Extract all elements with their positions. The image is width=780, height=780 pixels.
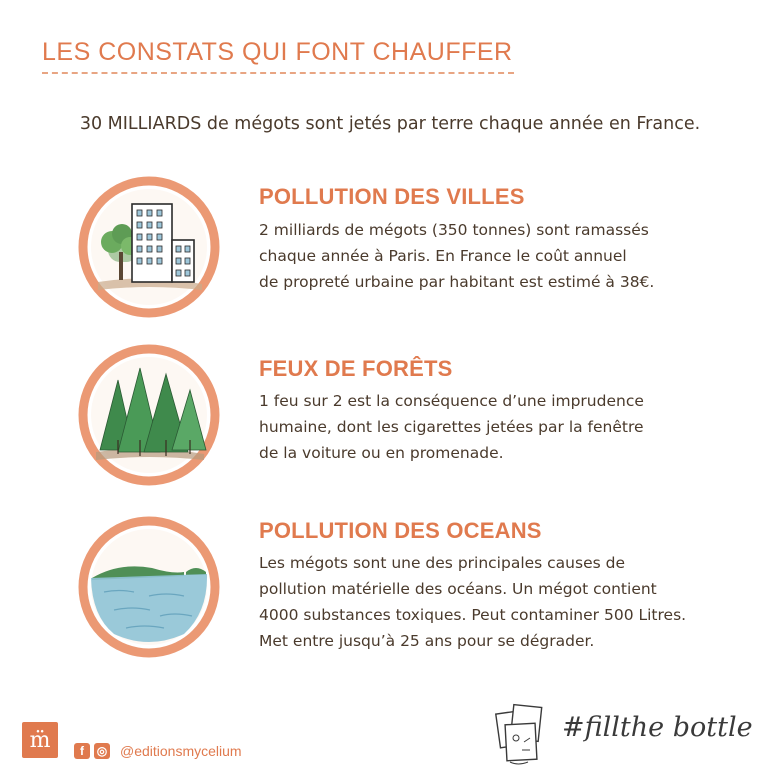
social-handle[interactable]: @editionsmycelium <box>120 743 242 759</box>
body-line: Les mégots sont une des principales causes de <box>259 554 625 572</box>
section-body <box>259 388 759 466</box>
body-line: chaque année à Paris. En France le coût annuel <box>259 247 627 265</box>
forest-trees-icon <box>74 340 224 490</box>
section-heading: POLLUTION DES VILLES <box>259 184 525 209</box>
instagram-icon[interactable]: ◎ <box>94 743 110 759</box>
city-buildings-icon <box>74 172 224 322</box>
ocean-island-icon <box>74 512 224 662</box>
body-line: 4000 substances toxiques. Peut contaminer 500 Litres. <box>259 606 687 624</box>
section-body <box>259 550 759 654</box>
section-forest-fires <box>0 330 780 490</box>
page-title: LES CONSTATS QUI FONT CHAUFFER <box>42 38 513 66</box>
section-ocean-pollution <box>0 500 780 670</box>
body-line: Met entre jusqu’à 25 ans pour se dégrader. <box>259 632 595 650</box>
hashtag-fillthebottle: #fillthe bottle <box>562 712 753 743</box>
bottle-sketch-icon <box>492 698 556 770</box>
body-line: de propreté urbaine par habitant est estimé à 38€. <box>259 273 655 291</box>
section-body <box>259 217 759 295</box>
mycelium-logo: m̈ <box>22 722 58 758</box>
body-line: pollution matérielle des océans. Un mégot contient <box>259 580 657 598</box>
social-links <box>74 743 242 759</box>
section-heading: FEUX DE FORÊTS <box>259 356 453 381</box>
body-line: de la voiture ou en promenade. <box>259 444 504 462</box>
intro-text: 30 MILLIARDS de mégots sont jetés par terre chaque année en France. <box>79 114 701 134</box>
body-line: 1 feu sur 2 est la conséquence d’une imprudence <box>259 392 644 410</box>
facebook-icon[interactable]: f <box>74 743 90 759</box>
section-city-pollution <box>0 160 780 320</box>
section-heading: POLLUTION DES OCEANS <box>259 518 542 543</box>
body-line: 2 milliards de mégots (350 tonnes) sont ramassés <box>259 221 649 239</box>
title-underline <box>42 72 514 74</box>
body-line: humaine, dont les cigarettes jetées par la fenêtre <box>259 418 644 436</box>
